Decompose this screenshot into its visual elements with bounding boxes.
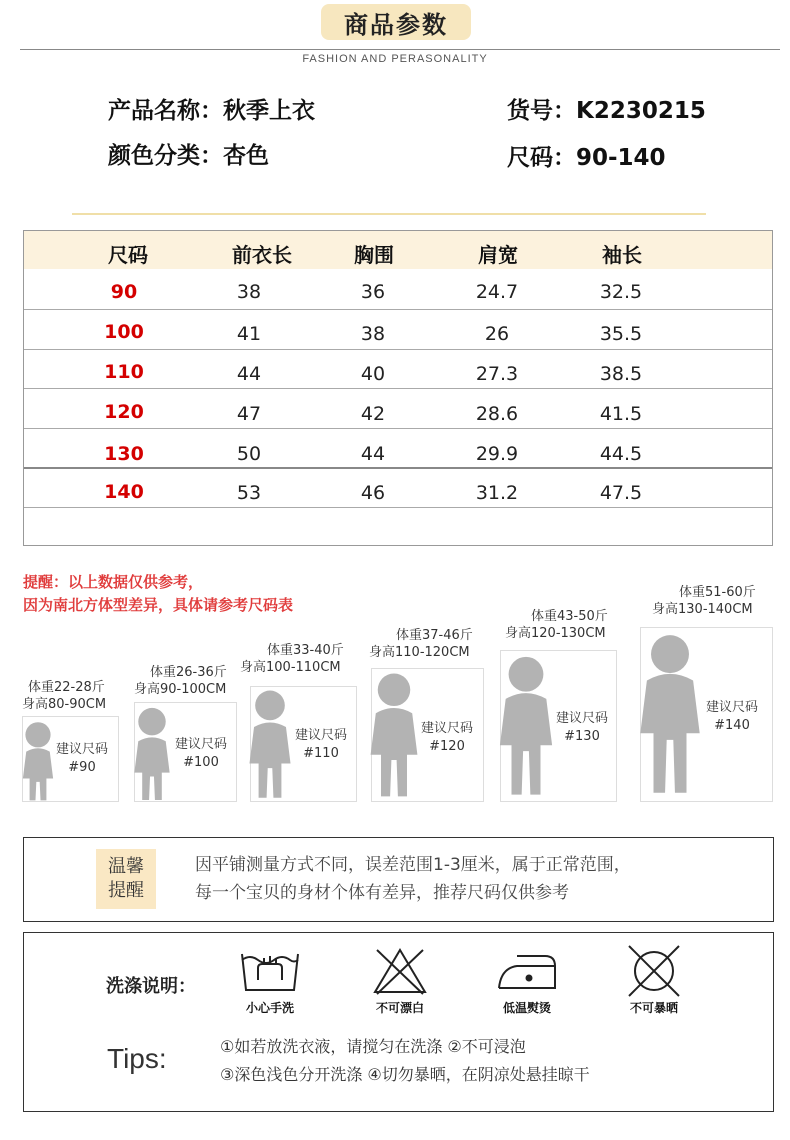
iron-low-icon [495, 952, 561, 992]
no-bleach-icon [371, 946, 429, 996]
product-color: 颜色分类：杏色 [108, 143, 269, 169]
size-value: 90 [110, 281, 138, 303]
cell-value: 32.5 [599, 281, 643, 303]
cell-value: 53 [236, 482, 262, 504]
warm-note-line-2: 每一个宝贝的身材个体有差异，推荐尺码仅供参考 [195, 883, 569, 903]
kid-weight: 体重26-36斤 [150, 665, 227, 680]
size-value: 140 [104, 481, 144, 503]
cell-value: 35.5 [599, 323, 643, 345]
kid-suggest: 建议尺码 [420, 721, 473, 736]
kid-weight: 体重22-28斤 [28, 680, 105, 695]
kid-size-code: #120 [429, 739, 465, 754]
header-shoulder: 肩宽 [478, 243, 518, 267]
kid-height: 身高90-100CM [134, 682, 227, 697]
care-label-low-iron: 低温熨烫 [502, 1001, 551, 1015]
cell-value: 44 [360, 443, 386, 465]
cell-value: 29.9 [475, 443, 519, 465]
reminder-line-2: 因为南北方体型差异，具体请参考尺码表 [23, 596, 294, 614]
cell-value: 31.2 [475, 482, 519, 504]
cell-value: 41 [236, 323, 262, 345]
cell-value: 26 [484, 323, 510, 345]
no-sun-icon [625, 944, 683, 998]
kid-suggest: 建议尺码 [174, 737, 227, 752]
size-value: 110 [104, 361, 144, 383]
row-divider [24, 467, 772, 469]
header-size: 尺码 [108, 243, 148, 267]
cell-value: 28.6 [475, 403, 519, 425]
reminder-line-1: 提醒：以上数据仅供参考， [23, 573, 204, 591]
warm-note-line-1: 因平铺测量方式不同，误差范围1-3厘米，属于正常范围， [195, 855, 631, 875]
kid-weight: 体重33-40斤 [267, 643, 344, 658]
kid-suggest: 建议尺码 [705, 700, 758, 715]
cell-value: 46 [360, 482, 386, 504]
header-sleeve: 袖长 [602, 243, 642, 267]
product-name: 产品名称：秋季上衣 [108, 98, 315, 124]
care-label-no-bleach: 不可漂白 [375, 1001, 424, 1015]
kid-weight: 体重51-60斤 [679, 585, 756, 600]
kid-height: 身高100-110CM [240, 660, 341, 675]
hand-wash-icon [238, 946, 302, 996]
tips-label: Tips: [107, 1043, 167, 1074]
page-subtitle: FASHION AND PERASONALITY [302, 53, 488, 65]
child-silhouette-icon [132, 704, 172, 802]
cell-value: 44.5 [599, 443, 643, 465]
cell-value: 40 [360, 363, 386, 385]
warm-label-line-1: 温馨 [108, 856, 144, 877]
size-value: 130 [104, 443, 144, 465]
row-divider [24, 309, 772, 310]
cell-value: 38.5 [599, 363, 643, 385]
kid-weight: 体重43-50斤 [531, 609, 608, 624]
kid-height: 身高120-130CM [505, 626, 606, 641]
cell-value: 27.3 [475, 363, 519, 385]
kid-suggest: 建议尺码 [555, 711, 608, 726]
cell-value: 24.7 [475, 281, 519, 303]
care-title: 洗涤说明： [106, 976, 196, 997]
header-front-length: 前衣长 [232, 243, 292, 267]
tips-line-1: ①如若放洗衣液，请搅匀在洗涤 ②不可浸泡 [220, 1037, 526, 1056]
row-divider [24, 507, 772, 508]
kid-size-code: #90 [68, 760, 96, 775]
kid-height: 身高80-90CM [22, 697, 107, 712]
kid-height: 身高130-140CM [652, 602, 753, 617]
title-divider [20, 49, 780, 50]
product-size-range: 尺码：90-140 [507, 145, 666, 171]
tips-line-2: ③深色浅色分开洗涤 ④切勿暴晒，在阴凉处悬挂晾干 [220, 1065, 590, 1084]
care-label-hand-wash: 小心手洗 [245, 1001, 294, 1015]
cell-value: 47 [236, 403, 262, 425]
cell-value: 41.5 [599, 403, 643, 425]
cell-value: 44 [236, 363, 262, 385]
cell-value: 38 [360, 323, 386, 345]
kid-size-code: #100 [183, 755, 219, 770]
warm-label-line-2: 提醒 [108, 880, 144, 901]
cell-value: 50 [236, 443, 262, 465]
size-value: 120 [104, 401, 144, 423]
kid-suggest: 建议尺码 [294, 728, 347, 743]
row-divider [24, 388, 772, 389]
cell-value: 38 [236, 281, 262, 303]
row-divider [24, 349, 772, 350]
size-value: 100 [104, 321, 144, 343]
kid-weight: 体重37-46斤 [396, 628, 473, 643]
header-chest: 胸围 [354, 243, 394, 267]
kid-size-code: #110 [303, 746, 339, 761]
page-title: 商品参数 [321, 4, 471, 40]
product-sku: 货号：K2230215 [507, 98, 706, 124]
cell-value: 42 [360, 403, 386, 425]
care-label-no-sun: 不可暴晒 [629, 1001, 678, 1015]
warm-reminder-label [96, 849, 156, 909]
cell-value: 47.5 [599, 482, 643, 504]
kid-suggest: 建议尺码 [55, 742, 108, 757]
kid-height: 身高110-120CM [369, 645, 470, 660]
section-divider [72, 213, 706, 215]
cell-value: 36 [360, 281, 386, 303]
kid-size-code: #130 [564, 729, 600, 744]
kid-size-code: #140 [714, 718, 750, 733]
size-table [23, 230, 773, 546]
row-divider [24, 428, 772, 429]
table-header [24, 231, 772, 269]
